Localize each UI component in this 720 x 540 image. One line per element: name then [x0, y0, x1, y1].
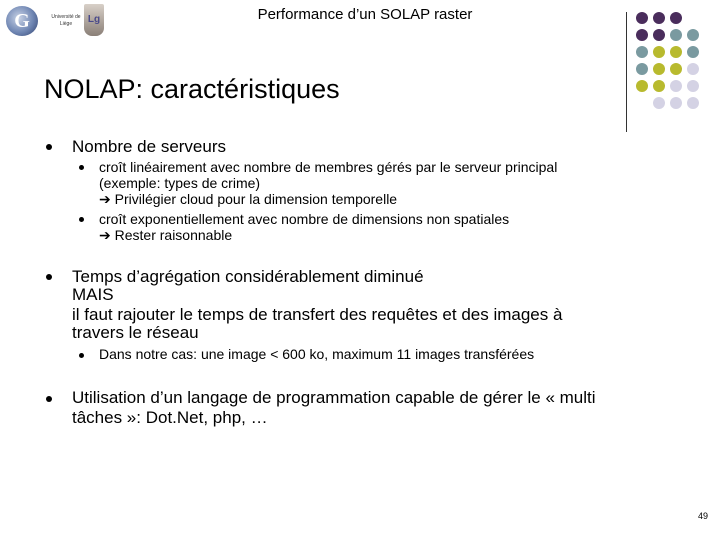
university-logo	[48, 4, 110, 38]
bullet-1-line-1: Nombre de serveurs	[72, 137, 227, 156]
decorative-dot	[687, 63, 699, 75]
bullet-3-line-2: tâches »: Dot.Net, php, …	[72, 408, 268, 427]
decorative-dot	[670, 97, 682, 109]
header-title: Performance d’un SOLAP raster	[257, 6, 473, 23]
decorative-dot	[687, 80, 699, 92]
bullet-2-line-1: Temps d’agrégation considérablement diminué	[72, 267, 424, 286]
sub-bullet-marker	[79, 165, 84, 170]
bullet-marker	[46, 274, 52, 280]
decorative-dot	[636, 29, 648, 41]
bullet-marker	[46, 396, 52, 402]
decorative-dot	[653, 80, 665, 92]
decorative-dot	[636, 12, 648, 24]
decorative-dot	[670, 12, 682, 24]
university-logo-text: Université de Liège	[51, 14, 81, 27]
institute-logo-letter: G	[14, 10, 30, 32]
bullet-2-line-3: il faut rajouter le temps de transfert des requêtes et des images à	[72, 305, 563, 324]
decorative-dot	[636, 63, 648, 75]
decorative-divider	[626, 12, 627, 132]
sub-bullet-marker	[79, 217, 84, 222]
decorative-dot	[687, 97, 699, 109]
decorative-dot	[670, 63, 682, 75]
decorative-dot	[636, 46, 648, 58]
sub-bullet-2-1-line-1: Dans notre cas: une image < 600 ko, maximum 11 images transférées	[99, 346, 535, 362]
decorative-dot	[670, 29, 682, 41]
bullet-3-line-1: Utilisation d’un langage de programmation capable de gérer le « multi	[72, 388, 596, 407]
sub-bullet-1-1-line-1: croît linéairement avec nombre de membres gérés par le serveur principal	[99, 159, 558, 175]
decorative-dot	[687, 46, 699, 58]
sub-bullet-marker	[79, 353, 84, 358]
sub-bullet-1-1-line-2: (exemple: types de crime)	[99, 175, 261, 191]
bullet-2-line-2: MAIS	[72, 285, 114, 304]
slide-title: NOLAP: caractéristiques	[44, 74, 340, 104]
bullet-marker	[46, 144, 52, 150]
sub-bullet-1-1-line-3: ➔ Privilégier cloud pour la dimension temporelle	[99, 191, 398, 207]
decorative-dot	[653, 46, 665, 58]
decorative-dot	[670, 46, 682, 58]
university-crest-letters: Lg	[87, 14, 101, 25]
sub-bullet-1-2-line-2: ➔ Rester raisonnable	[99, 227, 233, 243]
decorative-dot	[670, 80, 682, 92]
decorative-dot	[636, 80, 648, 92]
decorative-dot	[653, 97, 665, 109]
decorative-dot	[653, 12, 665, 24]
institute-logo	[6, 6, 38, 36]
page-number: 49	[697, 511, 708, 521]
decorative-dot	[687, 29, 699, 41]
sub-bullet-1-2-line-1: croît exponentiellement avec nombre de dimensions non spatiales	[99, 211, 510, 227]
bullet-2-line-4: travers le réseau	[72, 323, 199, 342]
decorative-dot	[653, 29, 665, 41]
decorative-dot	[653, 63, 665, 75]
